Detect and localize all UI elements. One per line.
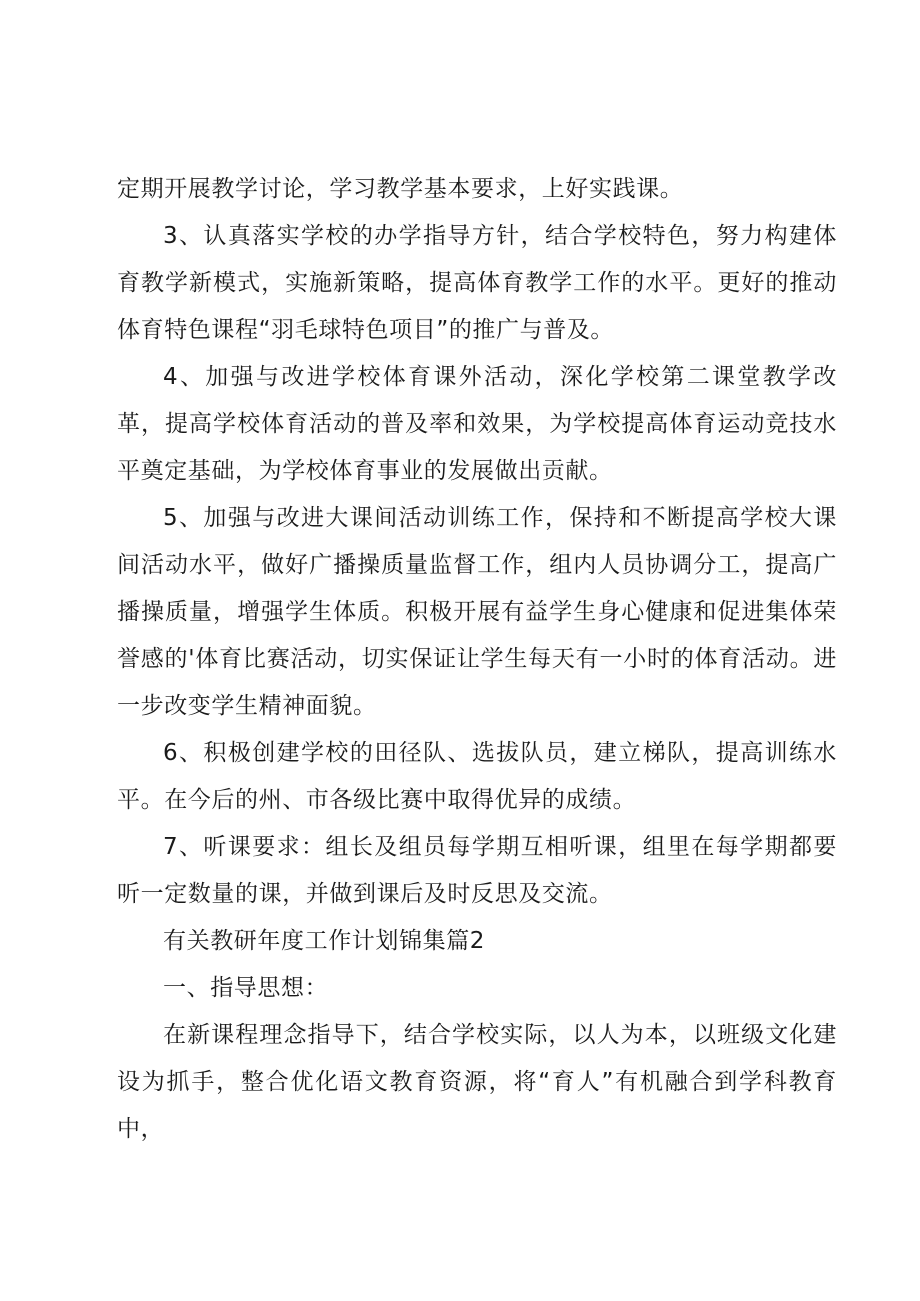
paragraph-item-7: 7、听课要求：组长及组员每学期互相听课，组里在每学期都要听一定数量的课，并做到课后及时反思及交流。	[117, 834, 837, 907]
paragraph-item-3: 3、认真落实学校的办学指导方针，结合学校特色，努力构建体育教学新模式，实施新策略，提高体育教学工作的水平。更好的推动体育特色课程“羽毛球特色项目”的推广与普及。	[117, 223, 837, 343]
paragraph-item-6: 6、积极创建学校的田径队、选拔队员，建立梯队，提高训练水平。在今后的州、市各级比赛中取得优异的成绩。	[117, 740, 837, 813]
paragraph-item-4: 4、加强与改进学校体育课外活动，深化学校第二课堂教学改革，提高学校体育活动的普及率和效果，为学校提高体育运动竞技水平奠定基础，为学校体育事业的发展做出贡献。	[117, 364, 837, 484]
paragraph-item-5: 5、加强与改进大课间活动训练工作，保持和不断提高学校大课间活动水平，做好广播操质量监督工作，组内人员协调分工，提高广播操质量，增强学生体质。积极开展有益学生身心健康和促进集体荣誉感的'体育比赛活动，切实保证让学生每天有一小时的体育活动。进一步改变学生精神面貌。	[117, 505, 837, 719]
document-body	[117, 166, 837, 1153]
paragraph-continuation: 定期开展教学讨论，学习教学基本要求，上好实践课。	[117, 176, 684, 202]
paragraph-guiding-ideology: 在新课程理念指导下，结合学校实际，以人为本，以班级文化建设为抓手，整合优化语文教育资源，将“育人”有机融合到学科教育中，	[117, 1022, 837, 1142]
subheading-guiding-ideology: 一、指导思想：	[163, 975, 329, 1001]
section-title: 有关教研年度工作计划锦集篇2	[163, 928, 486, 954]
